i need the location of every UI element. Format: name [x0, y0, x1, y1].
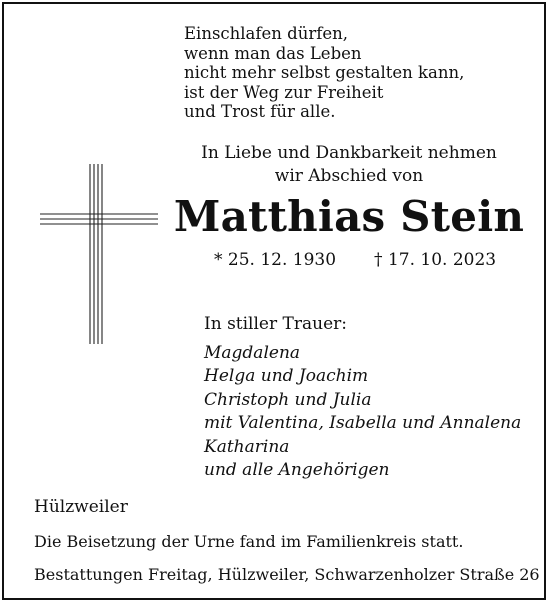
farewell-intro [164, 142, 534, 188]
mourner: Magdalena [204, 343, 301, 363]
burial-note: Die Beisetzung der Urne fand im Familienkreis statt. [34, 532, 464, 551]
poem [184, 24, 524, 122]
cross-icon [40, 164, 160, 344]
place-name: Hülzweiler [34, 497, 128, 517]
poem-line: nicht mehr selbst gestalten kann, [184, 63, 465, 82]
deceased-name: Matthias Stein [173, 192, 525, 241]
mourner: mit Valentina, Isabella und Annalena [204, 413, 522, 434]
death-date: † 17. 10. 2023 [374, 250, 497, 270]
intro-line: In Liebe und Dankbarkeit nehmen [201, 143, 497, 163]
intro-line: wir Abschied von [274, 166, 424, 186]
poem-line: und Trost für alle. [184, 102, 336, 121]
mourner: Christoph und Julia [204, 389, 372, 410]
birth-date: * 25. 12. 1930 [214, 250, 337, 270]
undertaker-info: Bestattungen Freitag, Hülzweiler, Schwarzenholzer Straße 26 [34, 565, 540, 584]
mourner: Helga und Joachim [204, 366, 369, 387]
life-dates [214, 250, 534, 270]
poem-line: Einschlafen dürfen, [184, 24, 348, 43]
poem-line: ist der Weg zur Freiheit [184, 82, 384, 102]
mourning-label: In stiller Trauer: [204, 314, 347, 334]
mourner: Katharina [204, 436, 290, 457]
mourner: und alle Angehörigen [204, 460, 390, 481]
mourners-list [204, 342, 521, 482]
obituary-notice [2, 2, 546, 600]
poem-line: wenn man das Leben [184, 43, 362, 63]
